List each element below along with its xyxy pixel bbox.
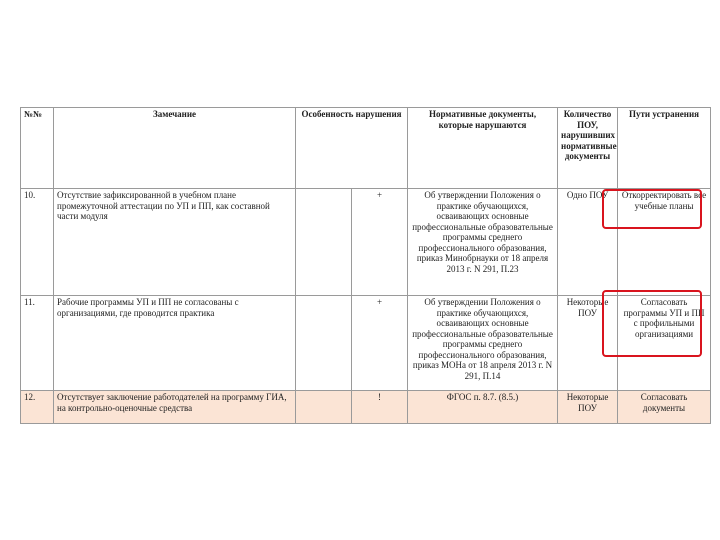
row-docs: ФГОС п. 8.7. (8.5.) <box>408 391 558 424</box>
row-number: 12. <box>21 391 54 424</box>
table-header-row <box>21 108 711 189</box>
row-fix: Согласовать документы <box>618 391 711 424</box>
row-count: Некоторые ПОУ <box>558 296 618 391</box>
row-number: 10. <box>21 189 54 296</box>
row-fix: Откорректировать все учебные планы <box>618 189 711 296</box>
row-docs: Об утверждении Положения о практике обучающихся, осваивающих основные профессиональные образовательные программы среднего профессионального образования, приказ МОНа от 18 апреля 2013 г. N 291, П.14 <box>408 296 558 391</box>
row-count: Одно ПОУ <box>558 189 618 296</box>
row-count: Некоторые ПОУ <box>558 391 618 424</box>
header-docs: Нормативные документы, которые нарушаются <box>408 108 558 189</box>
row-remark: Рабочие программы УП и ПП не согласованы с организациями, где проводится практика <box>54 296 296 391</box>
header-remark: Замечание <box>54 108 296 189</box>
header-fix: Пути устранения <box>618 108 711 189</box>
row-feature-a <box>296 391 352 424</box>
row-feature-a <box>296 296 352 391</box>
violations-table <box>20 107 711 424</box>
row-docs: Об утверждении Положения о практике обучающихся, осваивающих основные профессиональные образовательные программы среднего профессионального образования, приказ Минобрнауки от 18 апреля 2013 г. N 291, П.23 <box>408 189 558 296</box>
row-feature-b: ! <box>352 391 408 424</box>
row-feature-b: + <box>352 189 408 296</box>
highlight-box-fix-row-10 <box>602 189 702 229</box>
row-remark: Отсутствует заключение работодателей на программу ГИА, на контрольно-оценочные средства <box>54 391 296 424</box>
row-fix: Согласовать программы УП и ПП с профильными организациями <box>618 296 711 391</box>
row-feature-b: + <box>352 296 408 391</box>
highlight-box-fix-row-11 <box>602 290 702 357</box>
table-row-highlighted <box>21 391 711 424</box>
row-remark: Отсутствие зафиксированной в учебном плане промежуточной аттестации по УП и ПП, как составной части модуля <box>54 189 296 296</box>
header-number: №№ <box>21 108 54 189</box>
row-feature-a <box>296 189 352 296</box>
row-number: 11. <box>21 296 54 391</box>
header-count: Количество ПОУ, нарушивших нормативные документы <box>558 108 618 189</box>
header-feature: Особенность нарушения <box>296 108 408 189</box>
